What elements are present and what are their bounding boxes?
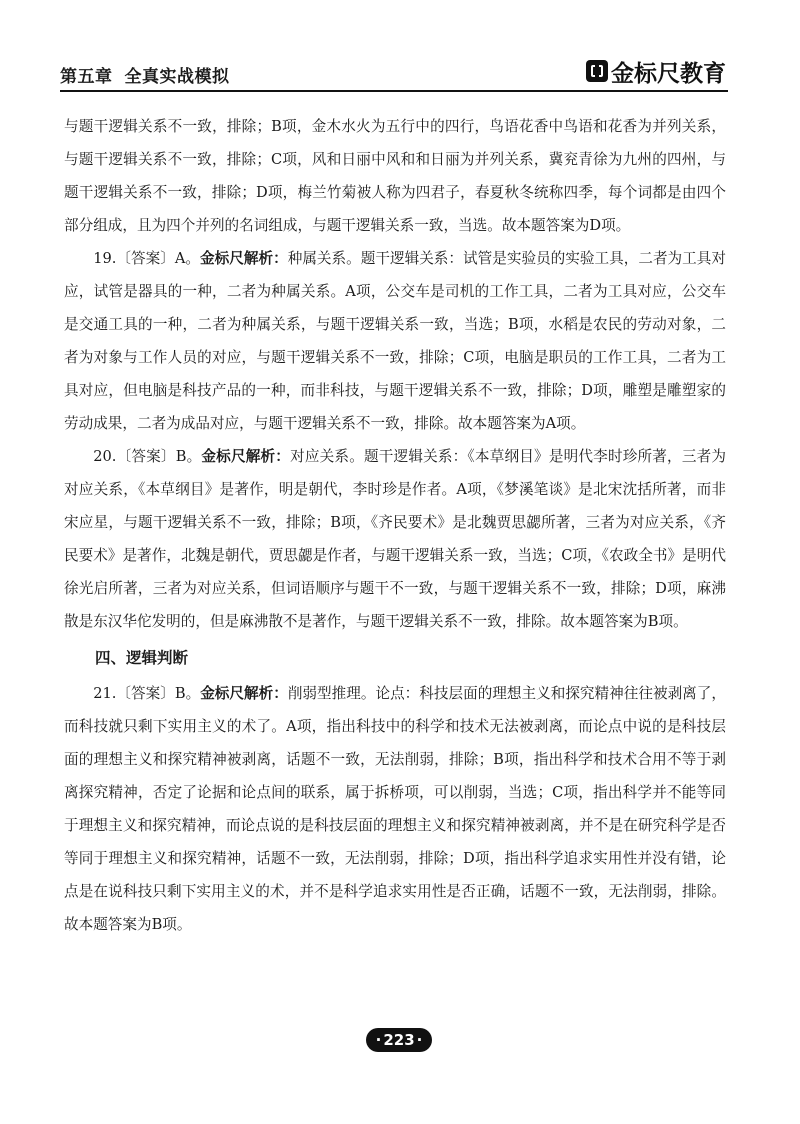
answer-tag: 〔答案〕A。 (116, 250, 201, 267)
chapter-heading (60, 62, 230, 87)
page-number: 223 (383, 1031, 415, 1049)
answer-tag: 〔答案〕B。 (116, 448, 202, 465)
paragraph-text: 对应关系。题干逻辑关系：《本草纲目》是明代李时珍所著，三者为对应关系，《本草纲目》是著作，明是朝代，李时珍是作者。A项，《梦溪笔谈》是北宋沈括所著，而非宋应星，与题干逻辑关系不一致，排除；B项，《齐民要术》是北魏贾思勰所著，三者为对应关系，《齐民要术》是著作，北魏是朝代，贾思勰是作者，与题干逻辑关系一致，当选；C项，《农政全书》是明代徐光启所著，三者为对应关系，但词语顺序与题干不一致，与题干逻辑关系不一致，排除；D项，麻沸散是东汉华佗发明的，但是麻沸散不是著作，与题干逻辑关系不一致，排除。故本题答案为B项。 (64, 448, 726, 630)
paragraph-text: 与题干逻辑关系不一致，排除；B项，金木水火为五行中的四行，鸟语花香中鸟语和花香为并列关系，与题干逻辑关系不一致，排除；C项，风和日丽中风和和日丽为并列关系，冀兖青徐为九州的四州，与题干逻辑关系不一致，排除；D项，梅兰竹菊被人称为四君子，春夏秋冬统称四季，每个词都是由四个部分组成，且为四个并列的名词组成，与题干逻辑关系一致，当选。故本题答案为D项。 (64, 118, 726, 234)
question-number: 19. (93, 250, 117, 267)
chapter-number: 第五章 (60, 67, 113, 87)
chapter-title: 全真实战模拟 (124, 67, 230, 87)
paragraph-text: 削弱型推理。论点：科技层面的理想主义和探究精神往往被剥离了，而科技就只剩下实用主义的术了。A项，指出科技中的科学和技术无法被剥离，而论点中说的是科技层面的理想主义和探究精神被剥离，话题不一致，无法削弱，排除；B项，指出科学和技术合用不等于剥离探究精神，否定了论据和论点间的联系，属于拆桥项，可以削弱，当选；C项，指出科学并不能等同于理想主义和探究精神，而论点说的是科技层面的理想主义和探究精神被剥离，并不是在研究科学是否等同于理想主义和探究精神，话题不一致，无法削弱，排除；D项，指出科学追求实用性并没有错，论点是在说科技只剩下实用主义的术，并不是科学追求实用性是否正确，话题不一致，无法削弱，排除。故本题答案为B项。 (64, 685, 726, 933)
question-21-explanation (64, 677, 726, 941)
brand-name: 金标尺教育 (611, 60, 726, 87)
question-number: 21. (93, 685, 117, 702)
analysis-label: 金标尺解析： (200, 685, 288, 702)
section-title: 四、逻辑判断 (95, 649, 189, 667)
paragraph-text: 种属关系。题干逻辑关系：试管是实验员的实验工具，二者为工具对应，试管是器具的一种，二者为种属关系。A项，公交车是司机的工作工具，二者为工具对应，公交车是交通工具的一种，二者为种属关系，与题干逻辑关系一致，当选；B项，水稻是农民的劳动对象，二者为对象与工作人员的对应，与题干逻辑关系不一致，排除；C项，电脑是职员的工作工具，二者为工具对应，但电脑是科技产品的一种，而非科技，与题干逻辑关系不一致，排除；D项，雕塑是雕塑家的劳动成果，二者为成品对应，与题干逻辑关系不一致，排除。故本题答案为A项。 (64, 250, 726, 432)
paragraph-continuation (64, 110, 726, 242)
question-number: 20. (93, 448, 117, 465)
page-body (64, 110, 726, 941)
page-header (60, 56, 728, 92)
brand-logo (586, 56, 726, 86)
analysis-label: 金标尺解析： (200, 250, 288, 267)
question-20-explanation (64, 440, 726, 638)
brand-logo-icon (586, 60, 608, 82)
question-19-explanation (64, 242, 726, 440)
page-number-badge: · 223 · (366, 1028, 432, 1052)
analysis-label: 金标尺解析： (201, 448, 291, 465)
answer-tag: 〔答案〕B。 (116, 685, 201, 702)
